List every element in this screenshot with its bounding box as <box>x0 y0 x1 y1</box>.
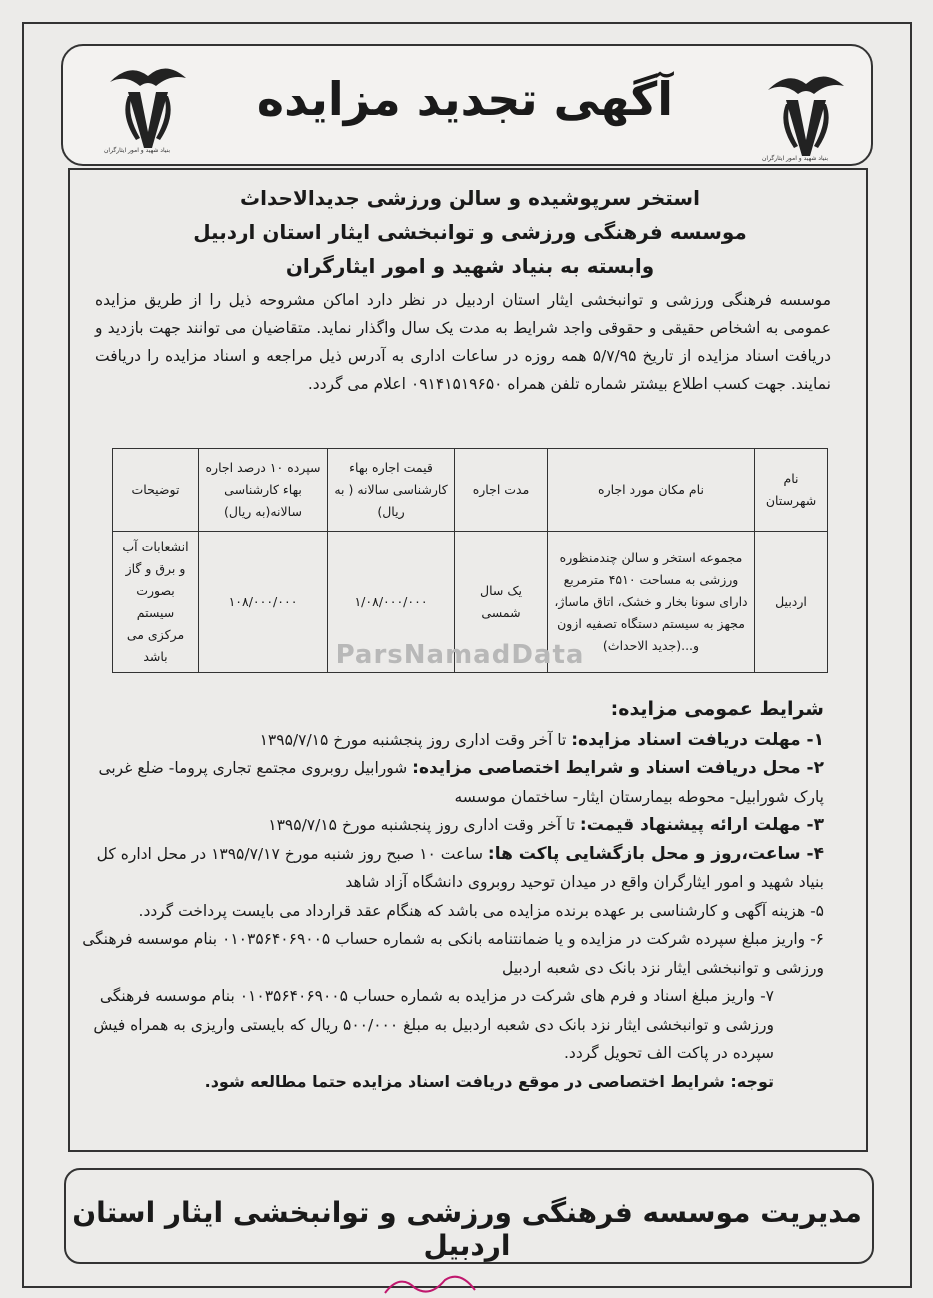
condition-text: شورابیل روبروی مجتمع تجاری پروما- ضلع غربی پارک شورابیل- محوطه بیمارستان ایثار- ساختمان موسسه <box>98 759 824 806</box>
col-place: نام مکان مورد اجاره <box>548 449 755 532</box>
col-price: قیمت اجاره بهاء کارشناسی سالانه ( به ریال) <box>328 449 455 532</box>
emblem-icon <box>100 52 196 162</box>
emblem-logo-right <box>758 60 854 170</box>
table-header-row <box>113 449 828 532</box>
emblem-icon <box>758 60 854 170</box>
cell-price: ۱/۰۸/۰۰۰/۰۰۰ <box>328 532 455 673</box>
condition-item-5: ۵- هزینه آگهی و کارشناسی بر عهده برنده مزایده می باشد که هنگام عقد قرارداد می بایست پرداخت گردد. <box>138 901 824 920</box>
col-deposit: سپرده ۱۰ درصد اجاره بهاء کارشناسی سالانه(به ریال) <box>199 449 328 532</box>
note: توجه: شرایط اختصاصی در موقع دریافت اسناد مزایده حتما مطالعه شود. <box>204 1071 774 1091</box>
emblem-logo-left <box>100 52 196 162</box>
condition-item-2 <box>82 754 824 811</box>
condition-label: ۲- محل دریافت اسناد و شرایط اختصاصی مزایده: <box>412 758 824 778</box>
condition-item-6: ۶- واریز مبلغ سپرده شرکت در مزایده و یا ضمانتنامه بانکی به شماره حساب ۰۱۰۳۵۶۴۰۶۹۰۰۵ بنام موسسه فرهنگی ورزشی و توانبخشی ایثار نزد بانک دی شعبه اردبیل <box>82 930 824 977</box>
cell-deposit: ۱۰۸/۰۰۰/۰۰۰ <box>199 532 328 673</box>
condition-text: تا آخر وقت اداری روز پنجشنبه مورخ ۱۳۹۵/۷/۱۵ <box>268 816 580 834</box>
condition-text: تا آخر وقت اداری روز پنجشنبه مورخ ۱۳۹۵/۷/۱۵ <box>259 730 572 749</box>
col-duration: مدت اجاره <box>455 449 548 532</box>
condition-item-4 <box>82 840 824 897</box>
watermark: ParsNamadData <box>335 640 585 670</box>
heading-1: استخر سرپوشیده و سالن ورزشی جدیدالاحداث <box>240 186 700 210</box>
heading-2: موسسه فرهنگی ورزشی و توانبخشی ایثار استان اردبیل <box>193 220 747 244</box>
cell-place: مجموعه استخر و سالن چندمنظوره ورزشی به مساحت ۴۵۱۰ مترمربع دارای سونا بخار و خشک، اتاق ماساژ، مجهز به سیستم دستگاه تصفیه ازون و...(جدید الاحداث) <box>548 532 755 673</box>
cell-notes: انشعابات آب و برق و گاز بصورت سیستم مرکزی می باشد <box>113 532 199 673</box>
condition-item-7: ۷- واریز مبلغ اسناد و فرم های شرکت در مزایده به شماره حساب ۰۱۰۳۵۶۴۰۶۹۰۰۵ بنام موسسه فرهنگی ورزشی و توانبخشی ایثار نزد بانک دی شعبه اردبیل به مبلغ ۵۰۰/۰۰۰ ریال که بایستی واریزی به همراه فیش سپرده در پاکت الف تحویل گردد. <box>93 987 774 1062</box>
general-conditions <box>82 695 824 1096</box>
intro-paragraph: موسسه فرهنگی ورزشی و توانبخشی ایثار استان اردبیل در نظر دارد اماکن مشروحه ذیل را از طریق مزایده عمومی به اشخاص حقیقی و حقوقی واجد شرایط به مدت یک سال واگذار نماید. متقاضیان می توانند جهت بازدید و دریافت اسناد مزایده از تاریخ ۵/۷/۹۵ همه روزه در ساعات اداری به آدرس ذیل مراجعه و اسناد مزایده را دریافت نمایند. جهت کسب اطلاع بیشتر شماره تلفن همراه ۰۹۱۴۱۵۱۹۶۵۰ اعلام می گردد. <box>95 291 831 393</box>
cell-duration: یک سال شمسی <box>455 532 548 673</box>
condition-item-1 <box>82 726 824 755</box>
notice-title: آگهی تجدید مزایده <box>256 72 674 126</box>
col-notes: توضیحات <box>113 449 199 532</box>
conditions-title: شرایط عمومی مزایده: <box>610 698 824 720</box>
logo-caption: بنیاد شهید و امور ایثارگران <box>104 147 171 154</box>
condition-text: ساعت ۱۰ صبح روز شنبه مورخ ۱۳۹۵/۷/۱۷ در محل اداره کل بنیاد شهید و امور ایثارگران واقع در میدان توحید روبروی دانشگاه آزاد شاهد <box>96 844 824 891</box>
condition-label: ۴- ساعت،روز و محل بازگشایی پاکت ها: <box>487 843 824 864</box>
logo-caption: بنیاد شهید و امور ایثارگران <box>762 155 829 162</box>
handwritten-mark <box>380 1268 500 1298</box>
heading-3: وابسته به بنیاد شهید و امور ایثارگران <box>285 254 655 278</box>
condition-item-3 <box>82 811 824 840</box>
condition-label: ۳- مهلت ارائه پیشنهاد قیمت: <box>579 815 824 835</box>
cell-city: اردبیل <box>755 532 828 673</box>
condition-label: ۱- مهلت دریافت اسناد مزایده: <box>571 729 824 750</box>
footer-signature: مدیریت موسسه فرهنگی ورزشی و توانبخشی ایثار استان اردبیل <box>72 1196 862 1262</box>
col-city: نام شهرستان <box>755 449 828 532</box>
